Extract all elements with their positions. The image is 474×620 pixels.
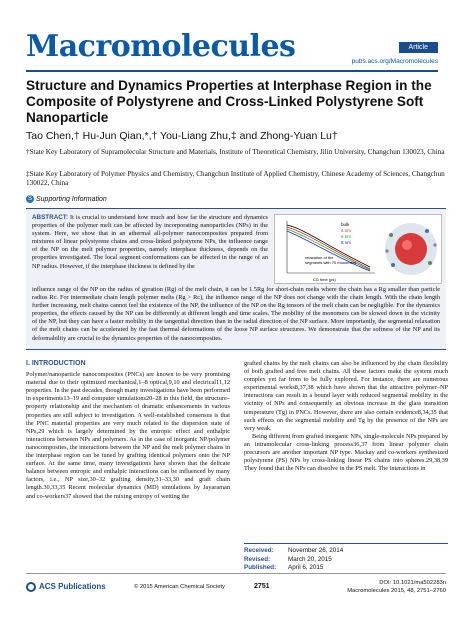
toc-plot [275, 215, 443, 285]
toc-nanoparticle-image [385, 223, 437, 275]
copyright: © 2015 American Chemical Society [134, 584, 225, 590]
date-row [244, 556, 448, 565]
journal-title: Macromolecules [26, 29, 296, 64]
toc-xlabel: CG time (ps) [313, 277, 336, 282]
toc-legend-bulk: bulk [341, 222, 350, 227]
abstract-text-upper [32, 214, 268, 271]
intro-paragraph: Being different from grafted inorganic NPs, single-molecule NPs prepared by an intramolecular cross-linking process36,37 from linear polymer chain precursors are another important NP type. Mackay and co-workers synthesized polystyrene (PS) NPs by cross-linking linear PS chains into spheres.29,38,39 They found that the NPs can dissolve in the PS melt. The interactions in [244, 432, 448, 473]
affiliation-1: †State Key Laboratory of Supramolecular Structure and Materials, Institute of Theoretical Chemistry, Jilin University, Changchun 130023, China [26, 148, 445, 156]
date-label: Received: [244, 547, 274, 554]
paper-title: Structure and Dynamics Properties at Interphase Region in the Composite of Polystyrene and Cross-Linked Polystyrene Soft Nanoparticle [26, 78, 432, 125]
intro-paragraph: grafted chains by the melt chains can also be influenced by the chain flexibility of both grafted and free melt chains. All these factors make the system much complex yet far from to be fully explored. For instance, there are numerous experimental works8,37,38 which have shown that the attractive polymer–NP interactions can result in a bound layer with reduced segmental mobility in the vicinity of NPs and consequently an obvious increase in the glass transition temperature (Tg) in PNCs. However, there are also certain evidence8,34,35 that such effects on the segmental mobility and Tg by the presence of the NPs are very weak. [244, 360, 448, 432]
intro-paragraph: Polymer/nanoparticle nanocomposites (PNCs) are known to be very promising material due to their optimized mechanical,1–8 optical,9,10 and electrical11,12 properties. In the past decades, though many investigations have been performed in experiments13–19 and computer simulations20–28 in this field, the structure–property relationship and the mechanism of dramatic enhancements in various properties are still subject to investigation. A well-established consensus is that the PNC material properties are very much related to the dispersion state of NPs,29 which is largely determined by the entropic effect and enthalpic interactions between NPs and polymers. As in the case of inorganic NP/polymer nanocomposites, the interactions between the NP and the melt polymer chains in the interphase region can be tuned by grafting identical polymers onto the NP surface. At the same time, many investigations have shown that the delicate balance between entropic and enthalpic interactions can be influenced by many factors, i.e., NP size,30–32 grafting density,31–33,30 and graft chain length.30,33,35 Recent molecular dynamics (MD) simulations by Jayaraman and co-workers37 showed that the mixing entropy of wetting the [26, 371, 230, 500]
date-value: November 26, 2014 [288, 547, 344, 554]
section-heading: I. INTRODUCTION [26, 360, 86, 367]
toc-annotation-2: segments with 70 monomers [305, 260, 357, 265]
supporting-info-link[interactable] [26, 195, 107, 203]
citation: Macromolecules 2015, 48, 2751−2760 [347, 587, 446, 594]
page-number: 2751 [254, 583, 270, 590]
publisher-name: ACS Publications [39, 582, 106, 592]
header-rule [26, 70, 438, 72]
toc-annotation-1: relaxation of the [305, 255, 334, 260]
intro-left-column [26, 360, 230, 501]
toc-legend-8nm: 8 nm [341, 240, 352, 245]
date-label: Revised: [244, 555, 271, 563]
journal-masthead [26, 28, 438, 66]
doi-block [347, 580, 446, 595]
affiliation-2: ‡State Key Laboratory of Polymer Physics and Chemistry, Changchun Institute of Applied Chemistry, Chinese Academy of Sciences, Changchun 130022, China [26, 170, 445, 187]
date-row [244, 564, 448, 573]
toc-graphic [274, 214, 442, 284]
date-value: March 20, 2015 [288, 555, 332, 563]
author-list: Tao Chen,† Hu-Jun Qian,*,† You-Liang Zhu,‡ and Zhong-Yuan Lu† [26, 130, 338, 142]
date-label: Published: [244, 564, 277, 571]
abstract-box [26, 208, 446, 350]
abstract-label: ABSTRACT: [32, 214, 69, 221]
abstract-part-1: It is crucial to understand how much and how far the structure and dynamics properties of the polymer melt can be affected by incorporating nanoparticles (NPs) in the system. Here, we show that in an athermal all-polymer nanocomposites prepared from mixtures of linear polystyrene chains and cross-linked polystyrene NPs, the influence range of the NP on the melt polymer properties, namely interphase thickness, depends on the properties investigated. The local segment conformations can be affected in the range of an NP radius. However, if the interphase thickness is defined by the [32, 214, 268, 270]
date-row [244, 547, 448, 556]
acs-icon [26, 582, 36, 592]
article-type-tag: Article [399, 42, 438, 53]
toc-legend-4nm: 4 nm [341, 228, 352, 233]
intro-right-column [244, 360, 448, 473]
info-icon: S [27, 196, 32, 202]
abstract-part-2: influence range of the NP on the radius of gyration (Rg) of the melt chain, it can be 1.5Rg for short-chain melts where the chain has a Rg smaller than particle radius Rc. For intermediate chain length polymer melts (Rg > Rc), the influence range of the NP does not change with the chain length. With the chain length further increasing, melt chains cannot feel the existence of the NP, the influence of the NP on the Rg tensors of the melt chain can be negligible. For the dynamics properties, the effects caused by the NP can be differently at different length and time scales. The mobility of the monomers can be slowed down in the vicinity of the NP, but they can have a faster mobility in the tangential direction than in the radial direction of the NP surface. More importantly, the segmental relaxation of the melt chains can be accelerated by the fast thermal deformations of the loose NP surface structures. We demonstrate that the softness of the NP and its deformability are crucial to the dynamics properties of the nanocomposites. [32, 286, 440, 342]
publisher-logo [26, 582, 106, 592]
journal-url-link[interactable]: pubs.acs.org/Macromolecules [351, 58, 438, 65]
page-footer [26, 573, 446, 603]
toc-curve-8nm [287, 231, 370, 271]
toc-legend-6nm: 6 nm [341, 234, 352, 239]
doi-link[interactable]: DOI: 10.1021/ma502283n [379, 580, 446, 586]
supporting-info-label: Supporting Information [36, 195, 107, 203]
date-value: April 6, 2015 [288, 564, 324, 571]
article-dates [244, 543, 448, 573]
